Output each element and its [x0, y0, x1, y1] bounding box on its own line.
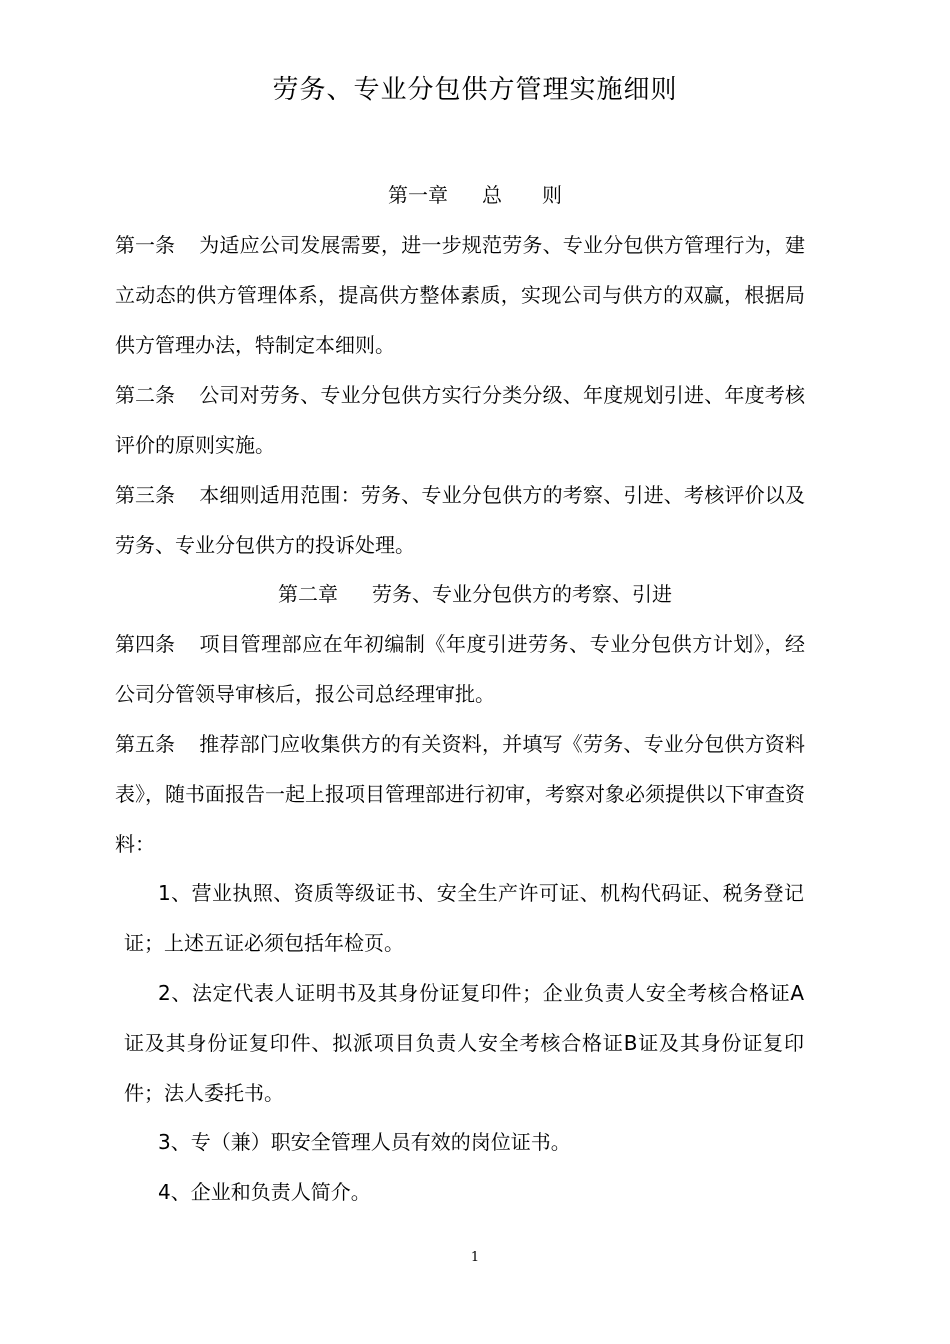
article-3	[115, 470, 805, 570]
article-1-number: 第一条	[115, 233, 175, 257]
article-5	[115, 719, 805, 869]
chapter-2-name: 劳务、专业分包供方的考察、引进	[372, 582, 672, 606]
chapter-2-number: 第二章	[278, 582, 338, 606]
article-4-number: 第四条	[115, 632, 175, 656]
chapter-2-heading	[0, 579, 950, 609]
list-item: 4、企业和负责人简介。	[158, 1180, 371, 1204]
article-4	[115, 619, 805, 719]
article-2	[115, 370, 805, 470]
list-item: 3、专（兼）职安全管理人员有效的岗位证书。	[158, 1130, 571, 1154]
article-2-number: 第二条	[115, 383, 175, 407]
article-2-text: 公司对劳务、专业分包供方实行分类分级、年度规划引进、年度考核评价的原则实施。	[115, 383, 805, 457]
page-number: 1	[470, 1250, 480, 1265]
list-item: 2、法定代表人证明书及其身份证复印件；企业负责人安全考核合格证A证及其身份证复印件、拟派项目负责人安全考核合格证B证及其身份证复印件；法人委托书。	[124, 981, 804, 1105]
article-3-number: 第三条	[115, 483, 175, 507]
article-3-text: 本细则适用范围：劳务、专业分包供方的考察、引进、考核评价以及劳务、专业分包供方的投诉处理。	[115, 483, 805, 557]
article-5-text: 推荐部门应收集供方的有关资料，并填写《劳务、专业分包供方资料表》，随书面报告一起上报项目管理部进行初审，考察对象必须提供以下审查资料：	[115, 732, 805, 856]
chapter-1-heading	[0, 180, 950, 210]
chapter-1-number: 第一章	[388, 183, 448, 207]
document-title: 劳务、专业分包供方管理实施细则	[272, 75, 678, 105]
article-4-text: 项目管理部应在年初编制《年度引进劳务、专业分包供方计划》，经公司分管领导审核后，报公司总经理审批。	[115, 632, 805, 706]
chapter-1-name: 总 则	[482, 183, 562, 207]
list-item: 1、营业执照、资质等级证书、安全生产许可证、机构代码证、税务登记证；上述五证必须包括年检页。	[124, 881, 804, 955]
article-1	[115, 220, 805, 370]
article-1-text: 为适应公司发展需要，进一步规范劳务、专业分包供方管理行为，建立动态的供方管理体系，提高供方整体素质，实现公司与供方的双赢，根据局供方管理办法，特制定本细则。	[115, 233, 805, 357]
article-5-number: 第五条	[115, 732, 175, 756]
